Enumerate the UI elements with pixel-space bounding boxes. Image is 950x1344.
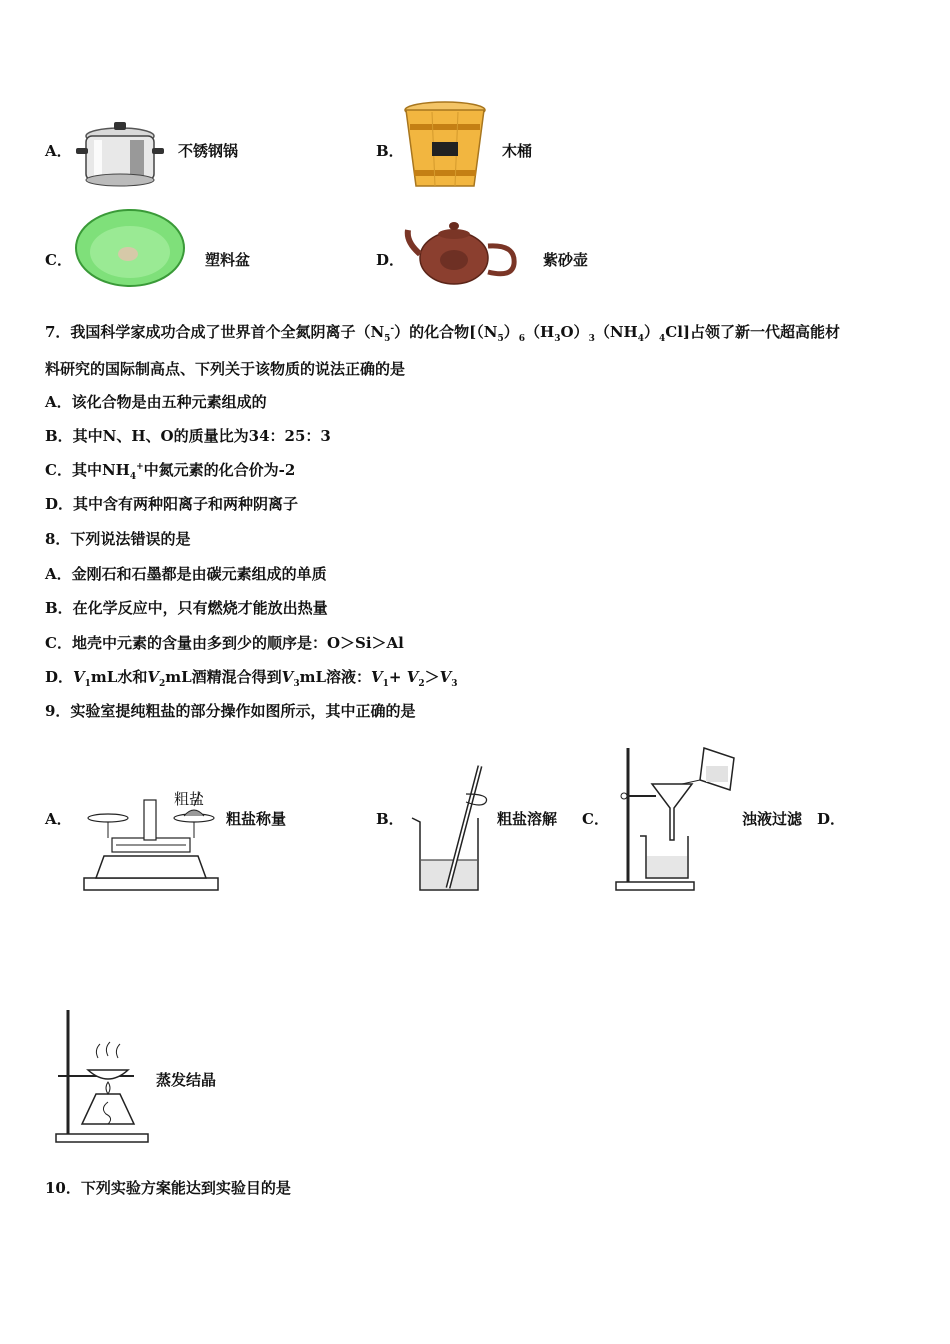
q9-option-a-letter: A．: [45, 810, 72, 828]
q9-option-c-letter: C．: [582, 810, 609, 828]
q6-option-c-letter: C．: [45, 251, 72, 269]
q9-option-d-letter: D．: [817, 810, 846, 828]
q6-option-b-letter: B．: [376, 142, 404, 160]
q9-option-b-caption: 粗盐溶解: [497, 810, 558, 828]
q9-option-b-letter: B．: [376, 810, 404, 828]
basin-icon: [74, 208, 186, 290]
filtration-icon: [614, 744, 742, 892]
q9-option-c-caption: 浊液过滤: [742, 810, 803, 828]
pot-icon: [74, 114, 166, 190]
bucket-icon: [402, 100, 488, 192]
q6-option-a-caption: 不锈钢锅: [178, 142, 239, 160]
q7-option-d: D．其中含有两种阳离子和两种阴离子: [45, 495, 299, 513]
evaporation-icon: [54, 1006, 150, 1144]
q7-stem-line1: 7．我国科学家成功合成了世界首个全氮阴离子$(N_5^-)$的化合物$[(N_5)_6(H_3O)_3(NH_4)_4Cl]$占领了新一代超高能材: [45, 323, 841, 344]
q8-option-d: D．$V_1mL$水和$V_2mL$酒精混合得到$V_3mL$溶液：$V_1+ V_2>V_3$: [45, 668, 458, 689]
q9-stem: 9．实验室提纯粗盐的部分操作如图所示，其中正确的是: [45, 702, 416, 720]
q8-option-b: B．在化学反应中，只有燃烧才能放出热量: [45, 599, 328, 617]
q9-option-a-tag: 粗盐: [174, 790, 205, 808]
q8-option-c: C．地壳中元素的含量由多到少的顺序是：O＞Si＞Al: [45, 634, 404, 652]
q7-option-a: A．该化合物是由五种元素组成的: [45, 393, 267, 411]
q8-stem: 8．下列说法错误的是: [45, 530, 191, 548]
q7-option-b: B．其中N、H、O的质量比为34：25：3: [45, 427, 331, 445]
q6-option-d-letter: D．: [376, 251, 405, 269]
q6-option-c-caption: 塑料盆: [205, 251, 251, 269]
q6-option-b-caption: 木桶: [502, 142, 533, 160]
q7-option-c: C．其中$NH_4^+$中氮元素的化合价为-2: [45, 461, 296, 482]
q6-option-d-caption: 紫砂壶: [543, 251, 589, 269]
beaker-stirring-icon: [408, 764, 494, 894]
q7-stem-line2: 料研究的国际制高点、下列关于该物质的说法正确的是: [45, 360, 406, 378]
q9-option-a-caption: 粗盐称量: [226, 810, 287, 828]
q10-stem: 10．下列实验方案能达到实验目的是: [45, 1179, 291, 1197]
q9-option-d-caption: 蒸发结晶: [156, 1071, 217, 1089]
q6-option-a-letter: A．: [45, 142, 72, 160]
teapot-icon: [404, 214, 524, 288]
q8-option-a: A．金刚石和石墨都是由碳元素组成的单质: [45, 565, 327, 583]
